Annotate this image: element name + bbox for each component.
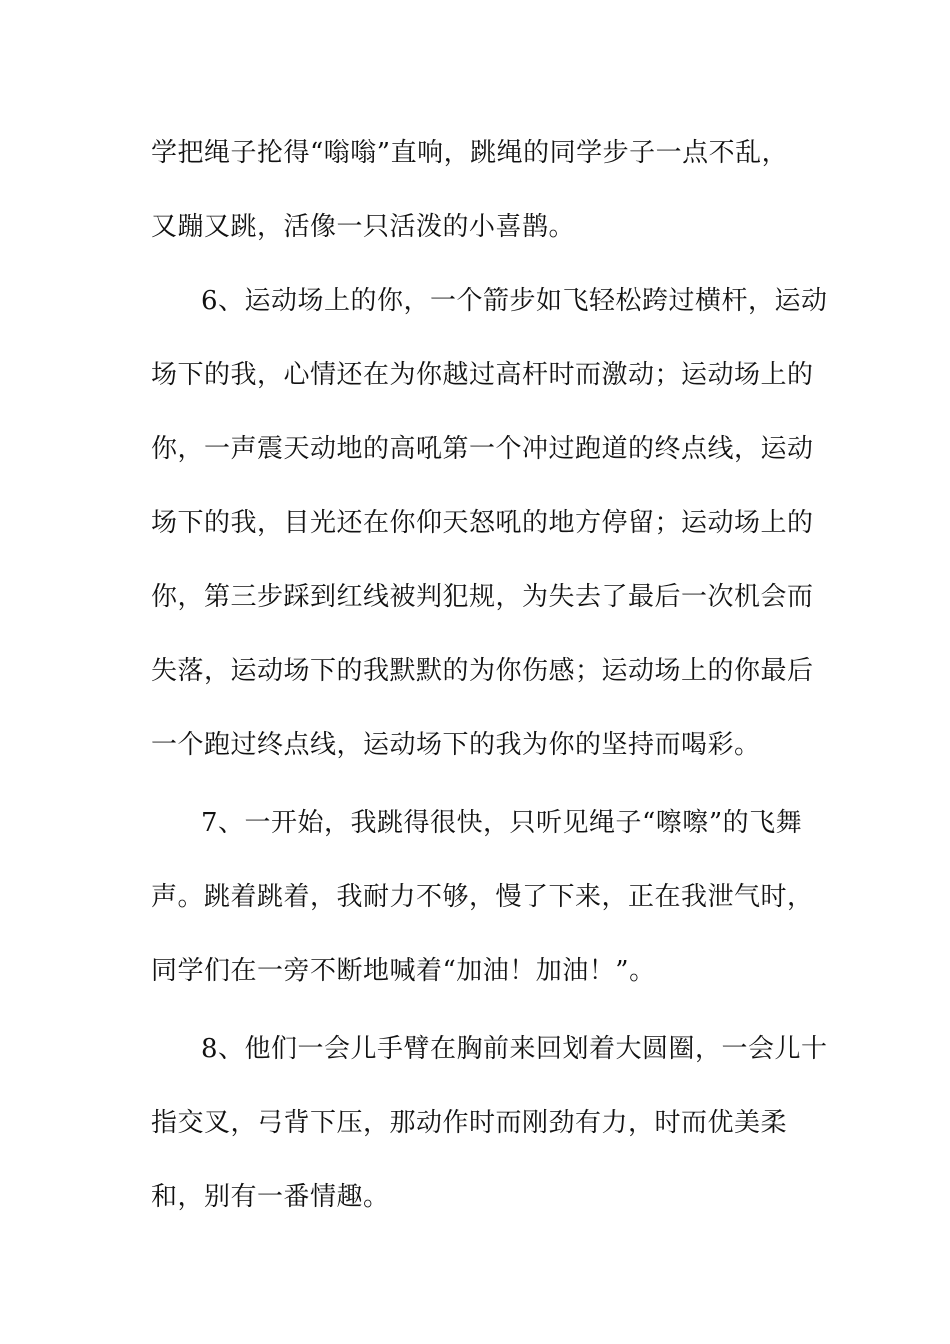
paragraph-6-line-7: 一个跑过终点线，运动场下的我为你的坚持而喝彩。 bbox=[151, 730, 761, 760]
paragraph-6-line-1: 6、运动场上的你，一个箭步如飞轻松跨过横杆，运动 bbox=[201, 286, 828, 316]
paragraph-8-line-3: 和，别有一番情趣。 bbox=[151, 1182, 390, 1212]
paragraph-7-line-1: 7、一开始，我跳得很快，只听见绳子“嚓嚓”的飞舞 bbox=[201, 808, 803, 838]
paragraph-6-line-4: 场下的我，目光还在你仰天怒吼的地方停留；运动场上的 bbox=[151, 508, 814, 538]
paragraph-6-line-6: 失落，运动场下的我默默的为你伤感；运动场上的你最后 bbox=[151, 656, 814, 686]
paragraph-6-line-5: 你，第三步踩到红线被判犯规，为失去了最后一次机会而 bbox=[151, 582, 814, 612]
paragraph-7-line-2: 声。跳着跳着，我耐力不够，慢了下来，正在我泄气时， bbox=[151, 882, 814, 912]
paragraph-7-line-3: 同学们在一旁不断地喊着“加油！加油！”。 bbox=[151, 956, 656, 986]
paragraph-8-line-1: 8、他们一会儿手臂在胸前来回划着大圆圈，一会儿十 bbox=[201, 1034, 828, 1064]
paragraph-6-line-3: 你，一声震天动地的高吼第一个冲过跑道的终点线，运动 bbox=[151, 434, 814, 464]
paragraph-8-line-2: 指交叉，弓背下压，那动作时而刚劲有力，时而优美柔 bbox=[151, 1108, 788, 1138]
paragraph-5-line-1: 学把绳子抡得“嗡嗡”直响，跳绳的同学步子一点不乱， bbox=[151, 138, 789, 168]
paragraph-6-line-2: 场下的我，心情还在为你越过高杆时而激动；运动场上的 bbox=[151, 360, 814, 390]
paragraph-5-line-2: 又蹦又跳，活像一只活泼的小喜鹊。 bbox=[151, 212, 576, 242]
